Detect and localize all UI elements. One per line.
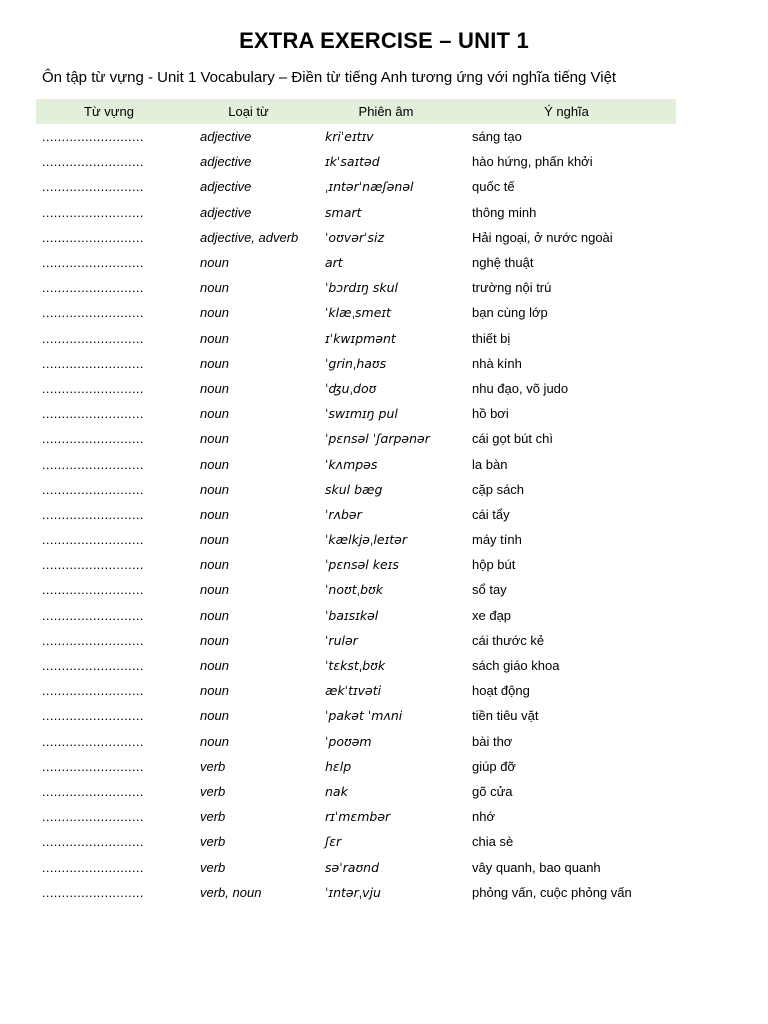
pronunciation-cell: ˈswɪmɪŋ pul	[325, 406, 398, 422]
word-type-cell: adjective	[200, 204, 252, 220]
pronunciation-cell: ˈpɛnsəl keɪs	[325, 557, 399, 573]
word-blank-cell[interactable]: ..........................	[42, 783, 144, 799]
table-row	[36, 376, 676, 401]
table-row	[36, 351, 676, 376]
table-row	[36, 754, 676, 779]
table-row	[36, 779, 676, 804]
pronunciation-cell: ˈʤuˌdoʊ	[325, 380, 377, 396]
table-row	[36, 880, 676, 905]
table-row	[36, 703, 676, 728]
table-row	[36, 477, 676, 502]
table-row	[36, 275, 676, 300]
pronunciation-cell: ˈkʌmpəs	[325, 456, 378, 472]
pronunciation-cell: ʃɛr	[325, 834, 342, 850]
word-type-cell: noun	[200, 582, 229, 598]
word-type-cell: noun	[200, 532, 229, 548]
word-blank-cell[interactable]: ..........................	[42, 431, 144, 447]
table-row	[36, 225, 676, 250]
table-row	[36, 426, 676, 451]
word-blank-cell[interactable]: ..........................	[42, 129, 144, 145]
table-row	[36, 729, 676, 754]
pronunciation-cell: ˈtɛkstˌbʊk	[325, 658, 386, 674]
table-row	[36, 603, 676, 628]
table-row	[36, 149, 676, 174]
word-blank-cell[interactable]: ..........................	[42, 380, 144, 396]
word-type-cell: noun	[200, 506, 229, 522]
table-row	[36, 502, 676, 527]
word-blank-cell[interactable]: ..........................	[42, 733, 144, 749]
word-blank-cell[interactable]: ..........................	[42, 506, 144, 522]
pronunciation-cell: ˈrulər	[325, 632, 358, 648]
table-row	[36, 124, 676, 149]
word-type-cell: noun	[200, 330, 229, 346]
pronunciation-cell: ˈkælkjəˌleɪtər	[325, 532, 407, 548]
meaning-cell: giúp đỡ	[472, 758, 516, 774]
vocabulary-table-body	[36, 124, 676, 905]
meaning-cell: sách giáo khoa	[472, 658, 560, 674]
pronunciation-cell: skul bæg	[325, 481, 383, 497]
word-blank-cell[interactable]: ..........................	[42, 179, 144, 195]
meaning-cell: nhu đạo, võ judo	[472, 380, 569, 396]
word-type-cell: noun	[200, 255, 229, 271]
meaning-cell: thông minh	[472, 204, 537, 220]
word-type-cell: adjective	[200, 154, 252, 170]
meaning-cell: hoạt động	[472, 683, 530, 699]
word-type-cell: noun	[200, 733, 229, 749]
meaning-cell: Hải ngoại, ở nước ngoài	[472, 229, 613, 245]
meaning-cell: chia sè	[472, 834, 514, 850]
pronunciation-cell: ˈgrinˌhaʊs	[325, 355, 387, 371]
word-blank-cell[interactable]: ..........................	[42, 658, 144, 674]
word-type-cell: noun	[200, 632, 229, 648]
pronunciation-cell: kriˈeɪtɪv	[325, 129, 374, 145]
pronunciation-cell: smart	[325, 204, 362, 220]
word-blank-cell[interactable]: ..........................	[42, 280, 144, 296]
word-blank-cell[interactable]: ..........................	[42, 859, 144, 875]
pronunciation-cell: ɪˈkwɪpmənt	[325, 330, 396, 346]
word-blank-cell[interactable]: ..........................	[42, 204, 144, 220]
table-row	[36, 250, 676, 275]
column-header-ipa: Phiên âm	[315, 99, 457, 124]
page-subtitle: Ôn tập từ vựng - Unit 1 Vocabulary – Điền từ tiếng Anh tương ứng với nghĩa tiếng Việt	[42, 69, 617, 86]
pronunciation-cell: ɪkˈsaɪtəd	[325, 154, 380, 170]
pronunciation-cell: art	[325, 255, 343, 271]
meaning-cell: hồ bơi	[472, 406, 509, 422]
column-header-type: Loại từ	[182, 99, 315, 124]
word-blank-cell[interactable]: ..........................	[42, 884, 144, 900]
pronunciation-cell: ˈbaɪsɪkəl	[325, 607, 379, 623]
meaning-cell: tiền tiêu vặt	[472, 708, 539, 724]
pronunciation-cell: səˈraʊnd	[325, 859, 380, 875]
meaning-cell: nghệ thuật	[472, 255, 534, 271]
word-blank-cell[interactable]: ..........................	[42, 255, 144, 271]
word-type-cell: adjective	[200, 179, 252, 195]
table-row	[36, 552, 676, 577]
word-type-cell: noun	[200, 557, 229, 573]
table-row	[36, 678, 676, 703]
word-type-cell: verb	[200, 809, 226, 825]
table-row	[36, 854, 676, 879]
table-row	[36, 401, 676, 426]
word-blank-cell[interactable]: ..........................	[42, 708, 144, 724]
pronunciation-cell: ˈnoʊtˌbʊk	[325, 582, 383, 598]
meaning-cell: thiết bị	[472, 330, 511, 346]
table-row	[36, 451, 676, 476]
table-header-row	[36, 99, 676, 124]
table-row	[36, 300, 676, 325]
table-row	[36, 804, 676, 829]
pronunciation-cell: ˈbɔrdɪŋ skul	[325, 280, 399, 296]
word-type-cell: verb	[200, 859, 226, 875]
word-blank-cell[interactable]: ..........................	[42, 229, 144, 245]
page-title: EXTRA EXERCISE – UNIT 1	[239, 28, 529, 53]
word-type-cell: noun	[200, 683, 229, 699]
word-blank-cell[interactable]: ..........................	[42, 481, 144, 497]
word-type-cell: noun	[200, 708, 229, 724]
pronunciation-cell: ˌɪntərˈnæʃənəl	[325, 179, 414, 195]
table-row	[36, 577, 676, 602]
word-blank-cell[interactable]: ..........................	[42, 532, 144, 548]
pronunciation-cell: ˈklæˌsmeɪt	[325, 305, 391, 321]
meaning-cell: la bàn	[472, 456, 508, 472]
word-type-cell: noun	[200, 380, 229, 396]
table-row	[36, 653, 676, 678]
meaning-cell: phỏng vấn, cuộc phỏng vấn	[472, 884, 632, 900]
word-type-cell: noun	[200, 658, 229, 674]
table-row	[36, 174, 676, 199]
word-blank-cell[interactable]: ..........................	[42, 607, 144, 623]
pronunciation-cell: ˈpɛnsəl ˈʃɑrpənər	[325, 431, 430, 447]
word-type-cell: adjective, adverb	[200, 229, 299, 245]
word-blank-cell[interactable]: ..........................	[42, 632, 144, 648]
meaning-cell: trường nội trú	[472, 280, 552, 296]
word-type-cell: noun	[200, 406, 229, 422]
word-type-cell: noun	[200, 305, 229, 321]
meaning-cell: hộp bút	[472, 557, 516, 573]
word-type-cell: verb	[200, 834, 226, 850]
word-type-cell: noun	[200, 355, 229, 371]
meaning-cell: cái gọt bút chì	[472, 431, 553, 447]
word-blank-cell[interactable]: ..........................	[42, 683, 144, 699]
table-row	[36, 527, 676, 552]
meaning-cell: cặp sách	[472, 481, 525, 497]
word-blank-cell[interactable]: ..........................	[42, 406, 144, 422]
word-blank-cell[interactable]: ..........................	[42, 557, 144, 573]
word-type-cell: noun	[200, 481, 229, 497]
pronunciation-cell: ˈpakət ˈmʌni	[325, 708, 403, 724]
pronunciation-cell: ˈrʌbər	[325, 506, 362, 522]
meaning-cell: hào hứng, phấn khởi	[472, 154, 593, 170]
meaning-cell: cái thước kẻ	[472, 632, 545, 648]
table-row	[36, 200, 676, 225]
word-type-cell: noun	[200, 280, 229, 296]
pronunciation-cell: hɛlp	[325, 758, 352, 774]
table-row	[36, 326, 676, 351]
word-type-cell: noun	[200, 431, 229, 447]
word-blank-cell[interactable]: ..........................	[42, 834, 144, 850]
pronunciation-cell: nak	[325, 783, 348, 799]
meaning-cell: sáng tạo	[472, 129, 522, 145]
table-row	[36, 628, 676, 653]
meaning-cell: gõ cửa	[472, 783, 513, 799]
word-blank-cell[interactable]: ..........................	[42, 330, 144, 346]
word-type-cell: noun	[200, 607, 229, 623]
meaning-cell: nhớ	[472, 809, 495, 825]
word-type-cell: verb	[200, 758, 226, 774]
meaning-cell: nhà kính	[472, 355, 522, 371]
meaning-cell: cái tẩy	[472, 506, 510, 522]
pronunciation-cell: ækˈtɪvəti	[325, 683, 382, 699]
pronunciation-cell: rɪˈmɛmbər	[325, 809, 391, 825]
pronunciation-cell: ˈpoʊəm	[325, 733, 372, 749]
meaning-cell: xe đạp	[472, 607, 512, 623]
word-blank-cell[interactable]: ..........................	[42, 582, 144, 598]
meaning-cell: bạn cùng lớp	[472, 305, 548, 321]
meaning-cell: vây quanh, bao quanh	[472, 859, 601, 875]
meaning-cell: sổ tay	[472, 582, 507, 598]
word-type-cell: verb, noun	[200, 884, 262, 900]
word-blank-cell[interactable]: ..........................	[42, 758, 144, 774]
word-type-cell: noun	[200, 456, 229, 472]
column-header-word: Từ vựng	[36, 99, 182, 124]
pronunciation-cell: ˈɪntərˌvju	[325, 884, 381, 900]
word-type-cell: verb	[200, 783, 226, 799]
word-blank-cell[interactable]: ..........................	[42, 456, 144, 472]
vocabulary-table	[36, 99, 676, 905]
word-blank-cell[interactable]: ..........................	[42, 809, 144, 825]
word-type-cell: adjective	[200, 129, 252, 145]
word-blank-cell[interactable]: ..........................	[42, 154, 144, 170]
word-blank-cell[interactable]: ..........................	[42, 355, 144, 371]
pronunciation-cell: ˈoʊvərˈsiz	[325, 229, 385, 245]
meaning-cell: bài thơ	[472, 733, 513, 749]
column-header-meaning: Ý nghĩa	[457, 99, 676, 124]
meaning-cell: máy tính	[472, 532, 522, 548]
meaning-cell: quốc tế	[472, 179, 515, 195]
table-row	[36, 829, 676, 854]
word-blank-cell[interactable]: ..........................	[42, 305, 144, 321]
